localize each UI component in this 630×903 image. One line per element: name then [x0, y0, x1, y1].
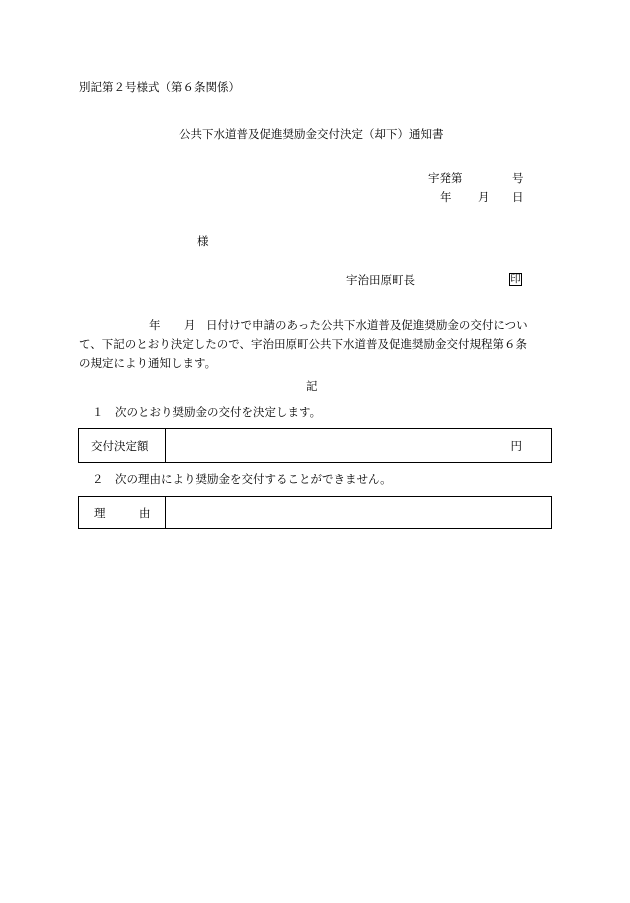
issue-number-suffix: 号	[512, 171, 524, 185]
document-title: 公共下水道普及促進奨励金交付決定（却下）通知書	[179, 127, 444, 141]
form-label: 別記第２号様式（第６条関係）	[79, 80, 240, 94]
issue-number-prefix: 宇発第	[428, 171, 463, 185]
date-month-label: 月	[478, 190, 490, 204]
date-day-label: 日	[512, 190, 524, 204]
body-year-label: 年	[149, 318, 161, 332]
body-line-2: て、下記のとおり決定したので、宇治田原町公共下水道普及促進奨励金交付規程第６条	[79, 337, 528, 351]
recipient-honorific: 様	[197, 234, 209, 248]
ki-heading: 記	[306, 379, 318, 393]
grant-amount-divider	[165, 429, 166, 462]
issuer-name: 宇治田原町長	[346, 273, 415, 287]
item-2-text: ２ 次の理由により奨励金を交付することができません。	[92, 472, 392, 486]
seal-mark: 印	[510, 273, 521, 285]
item-1-text: １ 次のとおり奨励金の交付を決定します。	[92, 405, 322, 419]
grant-amount-label: 交付決定額	[91, 439, 149, 453]
reason-label-1: 理	[94, 506, 106, 520]
grant-amount-box	[78, 428, 552, 463]
reason-label-2: 由	[139, 506, 151, 520]
grant-amount-unit: 円	[510, 439, 522, 453]
body-line-3: の規定により通知します。	[79, 356, 217, 370]
body-month-label: 月	[184, 318, 196, 332]
date-year-label: 年	[440, 190, 452, 204]
reason-box	[78, 496, 552, 529]
reason-divider	[165, 497, 166, 528]
body-line-1-text: 日付けで申請のあった公共下水道普及促進奨励金の交付につい	[206, 318, 528, 332]
